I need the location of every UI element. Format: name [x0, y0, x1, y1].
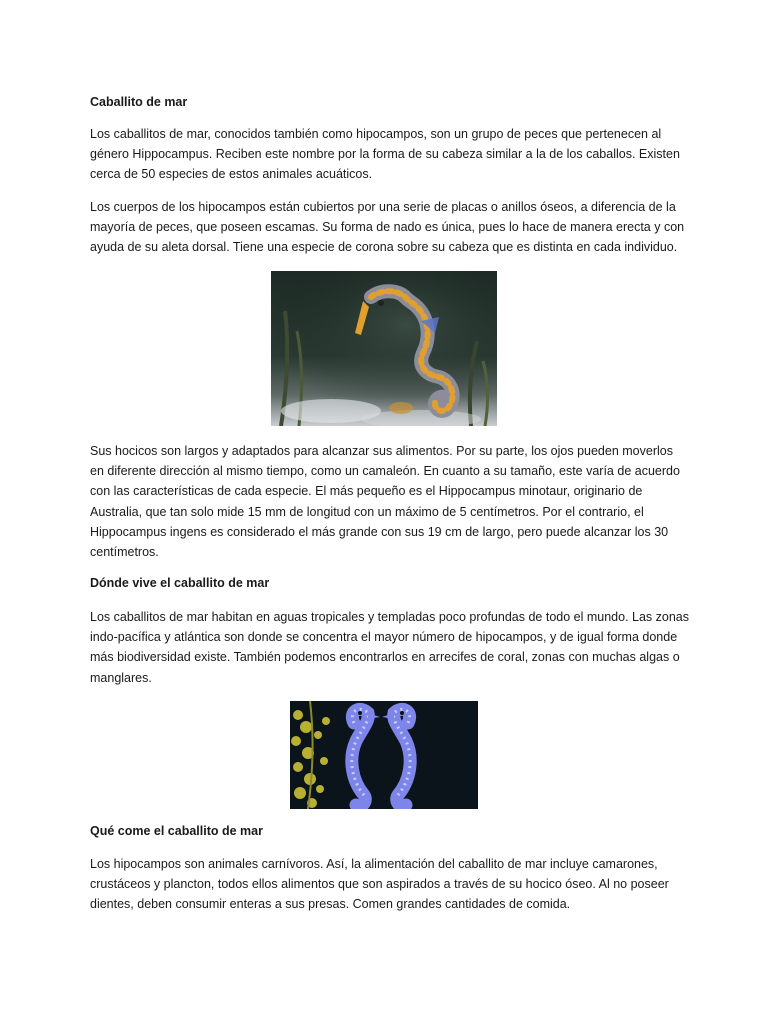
paragraph-intro: Los caballitos de mar, conocidos también como hipocampos, son un grupo de peces que pertenecen al género Hippocampus. Reciben este nombre por la forma de su cabeza similar a la de los caballos. Existen cerca de 50 especies de estos animales acuáticos. [90, 127, 680, 182]
document-title: Caballito de mar [90, 95, 188, 109]
section-heading-diet: Qué come el caballito de mar [90, 824, 263, 838]
seahorse-photo [271, 271, 497, 426]
section-heading-habitat: Dónde vive el caballito de mar [90, 576, 270, 590]
seahorse-pair-photo [290, 701, 478, 809]
paragraph-diet: Los hipocampos son animales carnívoros. Así, la alimentación del caballito de mar incluye camarones, crustáceos y plancton, todos ellos alimentos que son aspirados a través de su hocico óseo. Al no poseer dientes, deben consumir enteras a sus presas. Comen grandes cantidades de comida. [90, 857, 669, 912]
paragraph-habitat: Los caballitos de mar habitan en aguas tropicales y templadas poco profundas de todo el mundo. Las zonas indo-pacífica y atlántica son donde se concentra el mayor número de hipocampos, y de igual forma donde más biodiversidad existe. También podemos encontrarlos en arrecifes de coral, zonas con muchas algas o manglares. [90, 610, 689, 685]
paragraph-body: Los cuerpos de los hipocampos están cubiertos por una serie de placas o anillos óseos, a diferencia de la mayoría de peces, que poseen escamas. Su forma de nado es única, pues lo hace de manera erecta y con ayuda de su aleta dorsal. Tiene una especie de corona sobre su cabeza que es distinta en cada individuo. [90, 200, 685, 255]
paragraph-body: Sus hocicos son largos y adaptados para alcanzar sus alimentos. Por su parte, los ojos pueden moverlos en diferente dirección al mismo tiempo, como un camaleón. En cuanto a su tamaño, este varía de acuerdo con las características de cada especie. El más pequeño es el Hippocampus minotaur, originario de Australia, que tan solo mide 15 mm de longitud con un máximo de 5 centímetros. Por el contrario, el Hippocampus ingens es considerado el más grande con sus 19 cm de largo, pero puede alcanzar los 30 centímetros. [90, 444, 680, 560]
